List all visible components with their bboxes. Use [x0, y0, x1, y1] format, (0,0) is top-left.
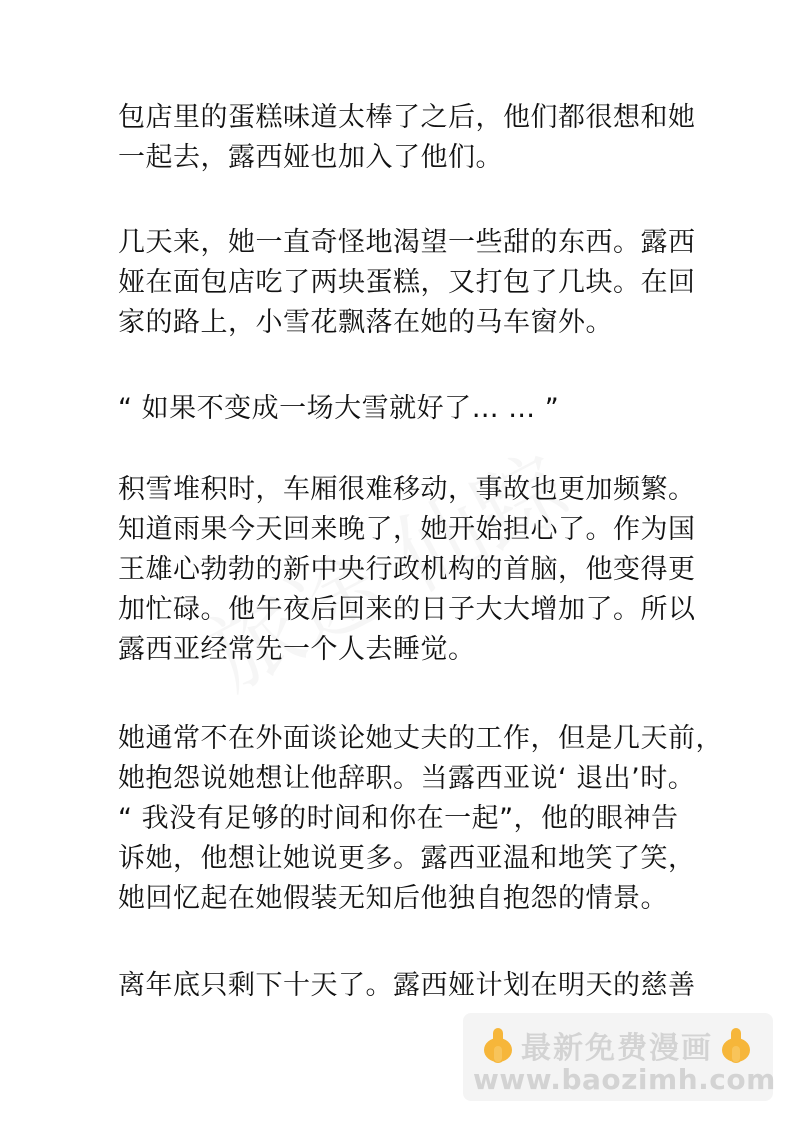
text-line: 她回忆起在她假装无知后他独自抱怨的情景。	[118, 883, 668, 914]
paragraph-6	[118, 966, 698, 1006]
badge-url-link[interactable]: www.baozimh.com	[473, 1063, 776, 1096]
text-line: 积雪堆积时，车厢很难移动，事故也更加频繁。	[118, 474, 696, 505]
paragraph-4	[118, 470, 698, 670]
badge-title: 最新免费漫画	[521, 1031, 713, 1066]
text-line: 一起去，露西娅也加入了他们。	[118, 142, 503, 173]
text-line: “ 我没有足够的时间和你在一起”，他的眼神告	[118, 803, 679, 834]
paragraph-2	[118, 223, 698, 343]
text-line: 诉她，他想让她说更多。露西亚温和地笑了笑，	[118, 843, 696, 874]
site-watermark-badge[interactable]	[463, 1013, 776, 1101]
text-line: 王雄心勃勃的新中央行政机构的首脑，他变得更	[118, 554, 696, 585]
text-line: 娅在面包店吃了两块蛋糕，又打包了几块。在回	[118, 267, 696, 298]
pointing-down-hand-icon	[481, 1026, 515, 1064]
text-line: 家的路上，小雪花飘落在她的马车窗外。	[118, 307, 613, 338]
paragraph-1	[118, 98, 698, 178]
paragraph-3	[118, 389, 698, 429]
badge-title-row	[481, 1023, 753, 1067]
text-line: 知道雨果今天回来晚了，她开始担心了。作为国	[118, 514, 696, 545]
text-line: 她通常不在外面谈论她丈夫的工作，但是几天前，	[118, 723, 723, 754]
paragraph-5	[118, 719, 723, 919]
text-line: 离年底只剩下十天了。露西娅计划在明天的慈善	[118, 970, 696, 1001]
text-line: 加忙碌。他午夜后回来的日子大大增加了。所以	[118, 594, 696, 625]
text-line: 包店里的蛋糕味道太棒了之后，他们都很想和她	[118, 102, 696, 133]
text-line: 她抱怨说她想让他辞职。当露西亚说‘ 退出’时。	[118, 763, 696, 794]
text-line: 露西亚经常先一个人去睡觉。	[118, 634, 476, 665]
text-line: “ 如果不变成一场大雪就好了… … ”	[118, 393, 560, 424]
pointing-down-hand-icon	[719, 1026, 753, 1064]
text-line: 几天来，她一直奇怪地渴望一些甜的东西。露西	[118, 227, 696, 258]
